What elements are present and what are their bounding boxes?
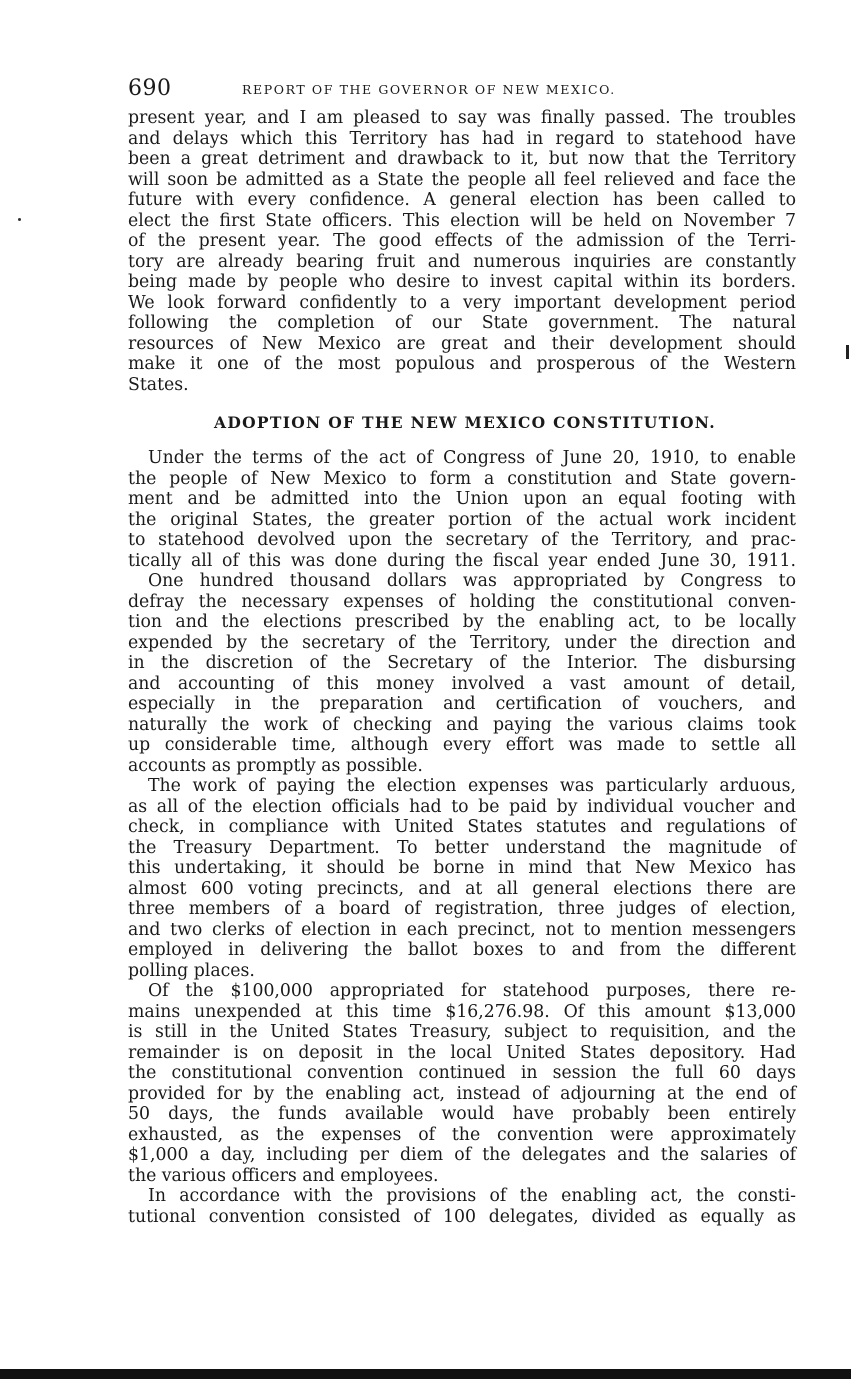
section-paragraph-3 [128,776,796,981]
text-line: One hundred thousand dollars was appropriated by Congress to [148,571,796,591]
text-line: mains unexpended at this time $16,276.98. Of this amount $13,000 [128,1001,796,1022]
text-line: and accounting of this money involved a vast amount of detail, [128,673,796,694]
text-line: the people of New Mexico to form a constitution and State govern- [128,468,796,489]
text-line: remainder is on deposit in the local United States depository. Had [128,1042,796,1063]
text-line: is still in the United States Treasury, subject to requisition, and the [128,1022,796,1042]
text-line: present year, and I am pleased to say was finally passed. The troubles [128,108,796,128]
text-line: future with every confidence. A general election has been called to [128,190,796,210]
text-line: Under the terms of the act of Congress of June 20, 1910, to enable [148,448,796,468]
text-line: the constitutional convention continued in session the full 60 days [128,1063,796,1083]
text-line: The work of paying the election expenses was particularly arduous, [148,776,796,796]
text-line: make it one of the most populous and prosperous of the Western [128,354,796,374]
page-number: 690 [128,76,172,101]
text-line: exhausted, as the expenses of the convention were approximately [128,1124,796,1145]
text-line: defray the necessary expenses of holding the constitutional conven- [128,591,796,612]
text-line: tion and the elections prescribed by the enabling act, to be locally [128,612,796,632]
intro-paragraph [128,108,796,395]
text-line: Of the $100,000 appropriated for statehood purposes, there re- [148,981,796,1001]
text-line: polling places. [128,960,255,981]
text-line: this undertaking, it should be borne in mind that New Mexico has [128,858,796,878]
text-line: the various officers and employees. [128,1165,439,1186]
text-line: the original States, the greater portion of the actual work incident [128,509,796,530]
section-heading: ADOPTION OF THE NEW MEXICO CONSTITUTION. [214,413,716,432]
text-line: being made by people who desire to invest capital within its borders. [128,272,796,292]
running-title: REPORT OF THE GOVERNOR OF NEW MEXICO. [242,82,616,97]
text-line: 50 days, the funds available would have probably been entirely [128,1104,796,1124]
text-line: We look forward confidently to a very important development period [128,292,796,313]
text-line: of the present year. The good effects of the admission of the Terri- [128,231,796,251]
text-line: tically all of this was done during the fiscal year ended June 30, 1911. [128,550,796,571]
text-line: provided for by the enabling act, instead of adjourning at the end of [128,1083,796,1104]
text-line: the Treasury Department. To better understand the magnitude of [128,837,796,858]
section-paragraph-1 [128,448,796,571]
running-head [128,72,796,108]
text-line: naturally the work of checking and paying the various claims took [128,714,796,735]
text-line: especially in the preparation and certification of vouchers, and [128,694,796,714]
text-line: accounts as promptly as possible. [128,755,423,776]
document-page [128,72,796,1227]
text-line: employed in delivering the ballot boxes to and from the different [128,940,796,960]
text-line: will soon be admitted as a State the people all feel relieved and face the [128,169,796,190]
text-line: as all of the election officials had to be paid by individual voucher and [128,796,796,817]
text-line: and delays which this Territory has had in regard to statehood have [128,128,796,149]
section-paragraph-2 [128,571,796,776]
text-line: tutional convention consisted of 100 delegates, divided as equally as [128,1206,796,1227]
text-line: to statehood devolved upon the secretary of the Territory, and prac- [128,530,796,550]
text-line: up considerable time, although every effort was made to settle all [128,735,796,755]
text-line: almost 600 voting precincts, and at all general elections there are [128,878,796,899]
scan-edge-mark [846,345,849,359]
text-line: States. [128,374,189,395]
text-line: following the completion of our State government. The natural [128,313,796,333]
text-line: check, in compliance with United States statutes and regulations of [128,817,796,837]
text-line: expended by the secretary of the Territory, under the direction and [128,632,796,653]
text-line: ment and be admitted into the Union upon an equal footing with [128,489,796,509]
text-line: resources of New Mexico are great and their development should [128,333,796,354]
scan-bottom-edge [0,1369,851,1379]
text-line: been a great detriment and drawback to it, but now that the Territory [128,149,796,169]
text-line: tory are already bearing fruit and numerous inquiries are constantly [128,251,796,272]
text-line: $1,000 a day, including per diem of the delegates and the salaries of [128,1145,796,1165]
text-line: three members of a board of registration, three judges of election, [128,899,796,919]
text-line: in the discretion of the Secretary of the Interior. The disbursing [128,653,796,673]
text-line: elect the first State officers. This election will be held on November 7 [128,210,796,231]
text-line: and two clerks of election in each precinct, not to mention messengers [128,919,796,940]
section-paragraph-4 [128,981,796,1186]
scan-speck [18,218,21,221]
section-paragraph-5 [128,1186,796,1227]
text-line: In accordance with the provisions of the enabling act, the consti- [148,1186,796,1206]
